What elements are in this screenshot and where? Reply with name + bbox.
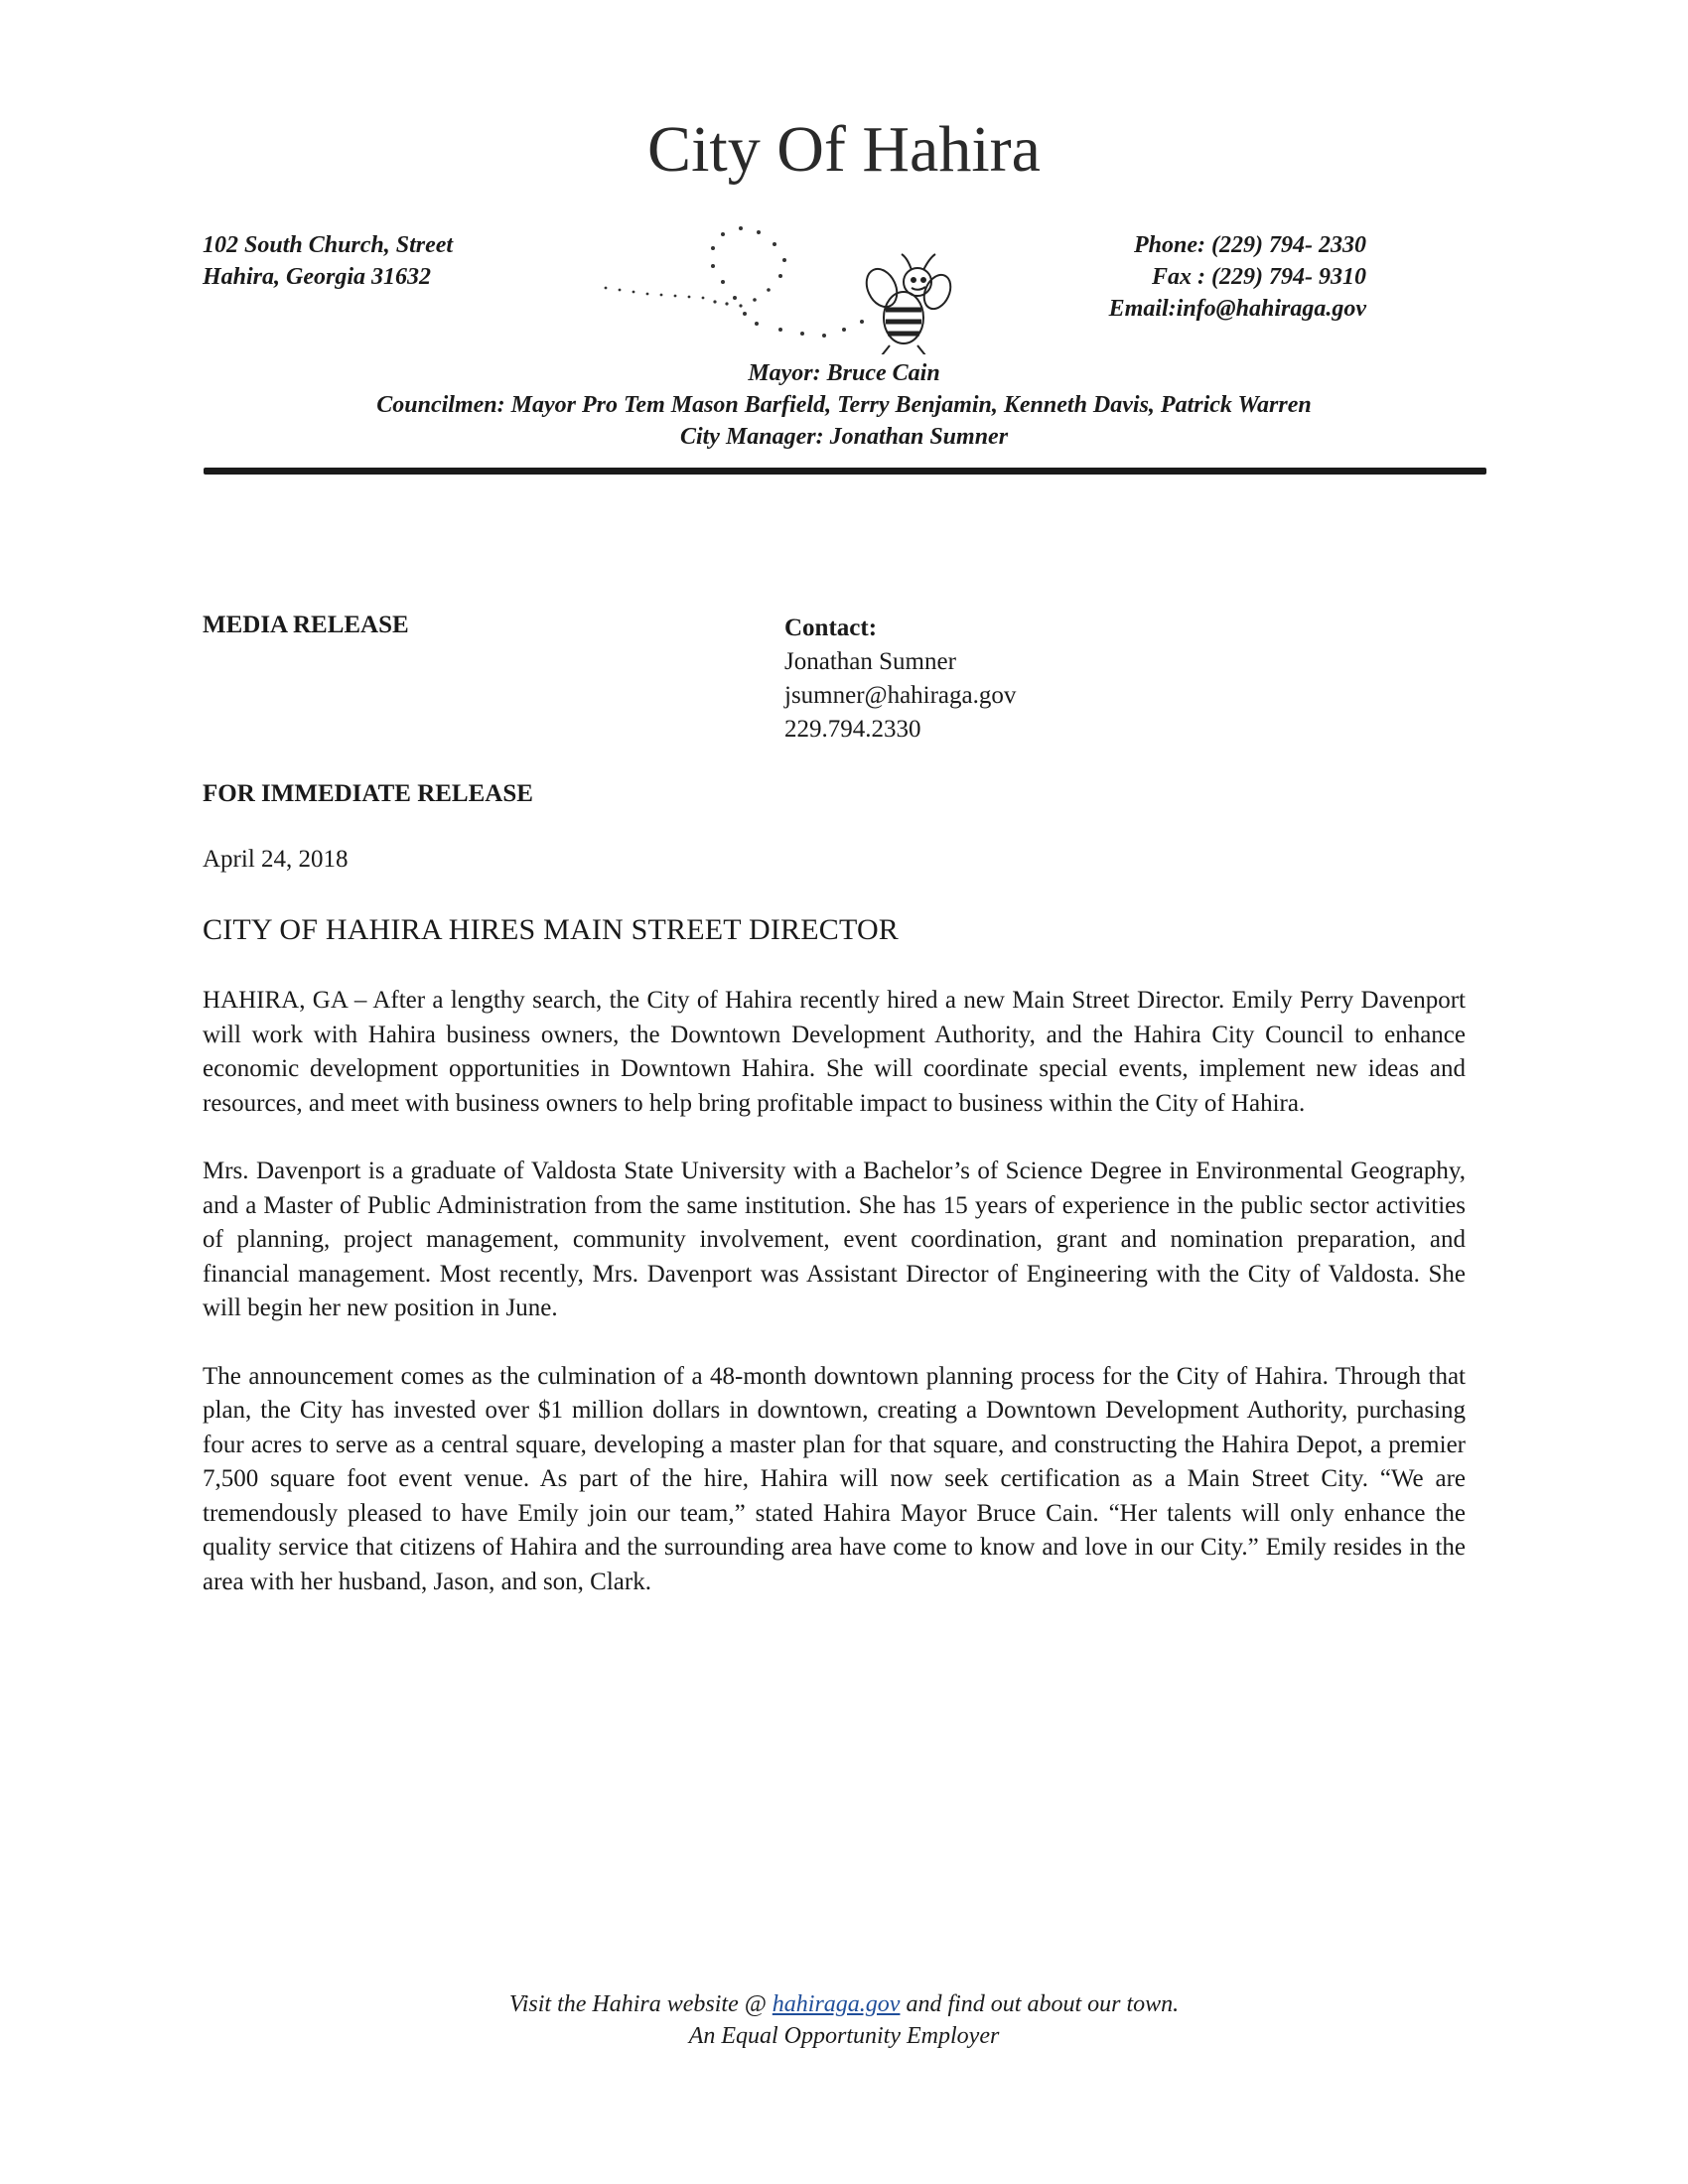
header-divider xyxy=(204,468,1486,475)
release-body xyxy=(203,984,1466,1633)
page-footer xyxy=(0,1988,1688,2052)
website-link[interactable]: hahiraga.gov xyxy=(772,1991,901,2017)
release-headline: CITY OF HAHIRA HIRES MAIN STREET DIRECTOR xyxy=(203,913,900,946)
contact-phone: 229.794.2330 xyxy=(784,716,921,743)
councilmen-line: Councilmen: Mayor Pro Tem Mason Barfield, Terry Benjamin, Kenneth Davis, Patrick Warren xyxy=(376,392,1312,418)
contact-label: Contact: xyxy=(784,614,878,641)
footer-line-1 xyxy=(0,1988,1688,2020)
body-paragraph-2: Mrs. Davenport is a graduate of Valdosta State University with a Bachelor’s of Science Degree in Environmental Geography, and a Master of Public Administration from the same institution. She has 15 years of experience in the public sector activities of planning, project management, community involvement, event coordination, grant and nomination preparation, and financial management. Most recently, Mrs. Davenport was Assistant Director of Engineering with the City of Valdosta. She will begin her new position in June. xyxy=(203,1158,1466,1321)
city-manager-line: City Manager: Jonathan Sumner xyxy=(679,424,1009,450)
address-line-2: Hahira, Georgia 31632 xyxy=(203,264,432,290)
honeybee-flight-icon xyxy=(596,220,1013,354)
immediate-release-label: FOR IMMEDIATE RELEASE xyxy=(203,780,533,807)
media-release-label: MEDIA RELEASE xyxy=(203,612,409,638)
contact-email: jsumner@hahiraga.gov xyxy=(784,682,1017,709)
body-paragraph-3: The announcement comes as the culmination of a 48-month downtown planning process for the City of Hahira. Through that plan, the City has invested over $1 million dollars in downtown, creating a Downtown Development Authority, purchasing four acres to serve as a central square, developing a master plan for that square, and constructing the Hahira Depot, a premier 7,500 square foot event venue. As part of the hire, Hahira will now seek certification as a Main Street City. “We are tremendously pleased to have Emily join our team,” stated Hahira Mayor Bruce Cain. “Her talents will only enhance the quality service that citizens of Hahira and the surrounding area have come to know and love in our City.” Emily resides in the area with her husband, Jason, and son, Clark. xyxy=(203,1362,1466,1595)
address-line-1: 102 South Church, Street xyxy=(203,232,454,258)
fax-number: Fax : (229) 794- 9310 xyxy=(1152,264,1366,290)
footer-suffix: and find out about our town. xyxy=(906,1991,1180,2017)
email-address: Email:info@hahiraga.gov xyxy=(1108,296,1366,322)
footer-line-2: An Equal Opportunity Employer xyxy=(688,2023,1000,2049)
city-officials xyxy=(0,357,1688,453)
phone-number: Phone: (229) 794- 2330 xyxy=(1134,232,1366,258)
footer-prefix: Visit the Hahira website @ xyxy=(508,1991,767,2017)
mayor-line: Mayor: Bruce Cain xyxy=(748,360,940,386)
contact-name: Jonathan Sumner xyxy=(784,648,956,675)
body-paragraph-1: HAHIRA, GA – After a lengthy search, the City of Hahira recently hired a new Main Street Director. Emily Perry Davenport will work with Hahira business owners, the Downtown Development Authority, and the Hahira City Council to enhance economic development opportunities in Downtown Hahira. She will coordinate special events, implement new ideas and resources, and meet with business owners to help bring profitable impact to business within the City of Hahira. xyxy=(203,987,1466,1117)
city-address xyxy=(203,229,453,293)
city-contact-info xyxy=(1109,229,1366,325)
release-date: April 24, 2018 xyxy=(203,846,349,873)
press-contact xyxy=(784,612,1016,747)
letterhead-title: City Of Hahira xyxy=(647,113,1041,186)
